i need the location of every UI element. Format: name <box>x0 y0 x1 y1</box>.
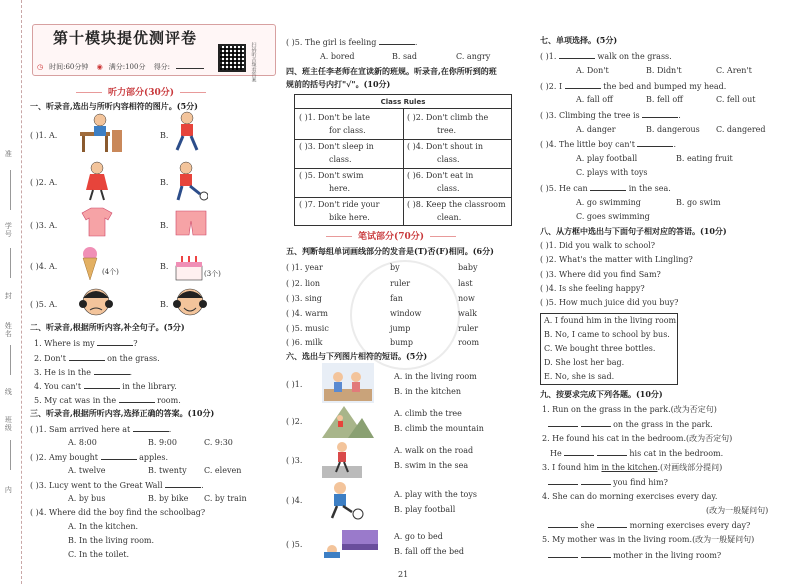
q9-answer-line[interactable]: you find him? <box>548 477 668 488</box>
q7-stem: ( )4. The little boy can't . <box>540 140 677 149</box>
q3-option: B. sad <box>392 52 417 61</box>
q1-item-label: ( )3. A. <box>30 221 58 230</box>
girl-dancing-picture <box>82 160 112 202</box>
test-meta <box>37 61 210 71</box>
q1-option-b: B. <box>160 300 169 309</box>
q8-answer: E. No, she is sad. <box>544 372 615 381</box>
page-title: 第十模块提优测评卷 <box>53 29 198 47</box>
shorts-picture <box>174 209 208 237</box>
divider <box>10 345 11 375</box>
q9-answer-line[interactable]: on the grass in the park. <box>548 419 713 430</box>
table-divider <box>403 109 404 225</box>
q8-answer: A. I found him in the living room. <box>544 316 679 325</box>
q7-stem: ( )1. walk on the grass. <box>540 52 672 61</box>
q1-option-b: B. <box>160 131 169 140</box>
binding-label: 学号 <box>4 222 13 238</box>
q7-title: 七、单项选择。(5分) <box>540 35 618 45</box>
rule-cell[interactable]: ( )2. Don't climb the tree. <box>407 113 489 135</box>
qr-note: 扫码听音频看答案 <box>250 42 257 82</box>
q3-stem: ( )2. Amy bought apples. <box>30 453 169 462</box>
q6-item-label: ( )5. <box>286 540 303 549</box>
q2-line: 4. You can't in the library. <box>34 382 177 391</box>
q3-option: C. In the toilet. <box>68 550 130 559</box>
girl-smiling-picture <box>172 286 208 318</box>
q3-option: C. eleven <box>204 466 242 475</box>
boy-fell-off-bed-picture <box>322 526 380 558</box>
q1-item-label: ( )1. A. <box>30 131 58 140</box>
q8-answer: B. No, I came to school by bus. <box>544 330 670 339</box>
q7-option: A. go swimming <box>576 198 641 207</box>
divider <box>10 170 11 210</box>
q4-title: 四、班主任李老师在宣读新的班规。听录音,在你所听到的班 <box>286 66 497 76</box>
q3-option: A. In the kitchen. <box>68 522 139 531</box>
page-number: 21 <box>398 570 409 579</box>
q1-option-b: B. <box>160 262 169 271</box>
count-label: (4个) <box>102 268 119 276</box>
q6-option: A. play with the toys <box>394 490 477 499</box>
q9-prompt: 5. My mother was in the living room.(改为一般疑问句) <box>542 535 755 544</box>
q3-option: B. 9:00 <box>148 438 177 447</box>
binding-label: 封 <box>4 292 13 300</box>
boy-at-desk-picture <box>78 112 124 154</box>
q6-option: A. climb the tree <box>394 409 462 418</box>
qr-code-icon[interactable] <box>218 44 246 72</box>
q6-item-label: ( )3. <box>286 456 303 465</box>
q3-option: A. twelve <box>68 466 106 475</box>
divider <box>10 248 11 278</box>
q8-question: ( )3. Where did you find Sam? <box>540 270 661 279</box>
rule-cell[interactable]: ( )1. Don't be late for class. <box>299 113 370 135</box>
listening-section-title: 听力部分(30分) <box>70 88 212 99</box>
q5-word: walk <box>458 309 478 318</box>
q3-option: A. bored <box>320 52 355 61</box>
q8-question: ( )2. What's the matter with Lingling? <box>540 255 693 264</box>
q5-word: room <box>458 338 480 347</box>
q7-option: A. danger <box>576 125 616 134</box>
q9-note: (改为一般疑问句) <box>706 506 769 515</box>
q9-prompt: 2. He found his cat in the bedroom.(改为否定句) <box>542 434 733 443</box>
q3-option: B. In the living room. <box>68 536 155 545</box>
binding-label: 姓名 <box>4 322 13 338</box>
binding-margin <box>0 0 22 584</box>
q7-stem: ( )2. I the bed and bumped my head. <box>540 82 727 91</box>
q5-word: baby <box>458 263 478 272</box>
q6-option: B. play football <box>394 505 456 514</box>
q8-question: ( )4. Is she feeling happy? <box>540 284 645 293</box>
full-score: 满分:100分 <box>108 63 146 71</box>
q9-answer-line[interactable]: she morning exercises every day? <box>548 520 750 531</box>
q1-item-label: ( )4. A. <box>30 262 58 271</box>
q2-line: 3. He is in the . <box>34 368 133 377</box>
q5-word: jump <box>390 324 411 333</box>
rule-cell[interactable]: ( )5. Don't swim here. <box>299 171 364 193</box>
cake-picture <box>174 254 204 282</box>
binding-label: 线 <box>4 388 13 396</box>
score-label: 得分: <box>153 63 171 71</box>
q1-option-b: B. <box>160 221 169 230</box>
q7-stem: ( )3. Climbing the tree is . <box>540 111 681 120</box>
q2-line: 1. Where is my ? <box>34 339 138 348</box>
q5-title: 五、判断每组单词画线部分的发音是(T)否(F)相同。(6分) <box>286 246 494 256</box>
q1-item-label: ( )5. A. <box>30 300 58 309</box>
writing-section-title: 笔试部分(70分) <box>320 232 462 243</box>
q3-option: B. twenty <box>148 466 187 475</box>
q7-stem: ( )5. He can in the sea. <box>540 184 671 193</box>
q7-option: B. fell off <box>646 95 683 104</box>
t-shirt-picture <box>80 207 114 237</box>
q5-word: ( )3. sing <box>286 294 322 303</box>
binding-label: 准 <box>4 150 13 158</box>
mountain-climbing-picture <box>322 402 374 438</box>
q3-option: C. 9:30 <box>204 438 233 447</box>
ice-cream-picture <box>80 246 100 282</box>
rule-cell[interactable]: ( )6. Don't eat in class. <box>407 171 474 193</box>
q7-option: C. plays with toys <box>576 168 648 177</box>
q7-option: A. play football <box>576 154 638 163</box>
q7-option: A. Don't <box>576 66 609 75</box>
binding-label: 班级 <box>4 416 13 432</box>
q5-word: ( )4. warm <box>286 309 328 318</box>
q1-item-label: ( )2. A. <box>30 178 58 187</box>
boy-kicking-ball-picture <box>172 160 208 202</box>
q7-option: A. fall off <box>576 95 613 104</box>
q3-option: B. by bike <box>148 494 189 503</box>
rule-cell[interactable]: ( )8. Keep the classroom clean. <box>407 200 506 222</box>
time-limit: 时间:60分钟 <box>49 63 89 71</box>
q7-option: C. dangered <box>716 125 766 134</box>
q7-option: B. Didn't <box>646 66 682 75</box>
q3-title: 三、听录音,根据所听内容,选择正确的答案。(10分) <box>30 408 215 418</box>
class-rules-table <box>294 94 512 226</box>
walking-road-picture <box>322 440 362 478</box>
q3-option: C. by train <box>204 494 247 503</box>
q7-option: C. fell out <box>716 95 756 104</box>
q6-title: 六、选出与下列图片相符的短语。(5分) <box>286 351 428 361</box>
q7-option: B. go swim <box>676 198 721 207</box>
binding-label: 内 <box>4 486 13 494</box>
q5-word: by <box>390 263 400 272</box>
rule-cell[interactable]: ( )3. Don't sleep in class. <box>299 142 374 164</box>
q7-option: C. goes swimming <box>576 212 650 221</box>
q9-prompt: 3. I found him in the kitchen.(对画线部分提问) <box>542 463 723 472</box>
q3-option: A. 8:00 <box>68 438 97 447</box>
q5-word: ( )2. lion <box>286 279 321 288</box>
q3-stem: ( )1. Sam arrived here at . <box>30 425 172 434</box>
rule-cell[interactable]: ( )7. Don't ride your bike here. <box>299 200 380 222</box>
q2-line: 5. My cat was in the room. <box>34 396 181 405</box>
clock-icon: ◷ <box>37 63 44 71</box>
q8-question: ( )1. Did you walk to school? <box>540 241 655 250</box>
q5-word: ( )6. milk <box>286 338 323 347</box>
q6-item-label: ( )2. <box>286 417 303 426</box>
q9-prompt: 1. Run on the grass in the park.(改为否定句) <box>542 405 717 414</box>
q5-word: fan <box>390 294 403 303</box>
q6-option: A. in the living room <box>394 372 477 381</box>
table-title: Class Rules <box>295 95 511 109</box>
q3-option: A. by bus <box>68 494 106 503</box>
q4-title-cont: 规前的括号内打"√"。(10分) <box>286 79 391 89</box>
q7-option: C. Aren't <box>716 66 752 75</box>
q7-option: B. dangerous <box>646 125 700 134</box>
q6-option: A. walk on the road <box>394 446 474 455</box>
q8-answer: C. We bought three bottles. <box>544 344 656 353</box>
q6-option: A. go to bed <box>394 532 443 541</box>
q1-option-b: B. <box>160 178 169 187</box>
q6-option: B. swim in the sea <box>394 461 469 470</box>
q9-answer-line[interactable]: He his cat in the bedroom. <box>550 449 724 458</box>
divider <box>10 440 11 470</box>
q2-title: 二、听录音,根据所听内容,补全句子。(5分) <box>30 322 185 332</box>
q6-item-label: ( )4. <box>286 496 303 505</box>
q1-title: 一、听录音,选出与所听内容相符的图片。(5分) <box>30 101 198 111</box>
q8-title: 八、从方框中选出与下面句子相对应的答语。(10分) <box>540 226 727 236</box>
q7-option: B. eating fruit <box>676 154 733 163</box>
girl-crying-picture <box>78 286 114 318</box>
q5-word: window <box>390 309 422 318</box>
q3-stem: ( )5. The girl is feeling . <box>286 38 418 47</box>
count-label: (3个) <box>204 270 221 278</box>
q2-line: 2. Don't on the grass. <box>34 354 160 363</box>
q9-title: 九、按要求完成下列各题。(10分) <box>540 389 663 399</box>
q6-item-label: ( )1. <box>286 380 303 389</box>
rule-cell[interactable]: ( )4. Don't shout in class. <box>407 142 483 164</box>
score-blank <box>176 61 204 69</box>
q6-option: B. fall off the bed <box>394 547 465 556</box>
q3-stem: ( )3. Lucy went to the Great Wall . <box>30 481 204 490</box>
q3-option: C. angry <box>456 52 491 61</box>
q3-stem: ( )4. Where did the boy find the schoolbag? <box>30 508 206 517</box>
q9-answer-line[interactable]: mother in the living room? <box>548 550 721 561</box>
family-in-room-picture <box>322 363 374 403</box>
q5-word: now <box>458 294 475 303</box>
q8-answer: D. She lost her bag. <box>544 358 625 367</box>
q5-word: ( )5. music <box>286 324 329 333</box>
q5-word: ruler <box>458 324 479 333</box>
q8-question: ( )5. How much juice did you buy? <box>540 298 679 307</box>
q6-option: B. in the kitchen <box>394 387 462 396</box>
q9-prompt: 4. She can do morning exercises every day. <box>542 492 718 501</box>
boy-playing-football-picture <box>322 480 366 520</box>
q5-word: bump <box>390 338 413 347</box>
score-icon: ◉ <box>96 63 103 71</box>
q5-word: last <box>458 279 473 288</box>
q5-word: ( )1. year <box>286 263 323 272</box>
q5-word: ruler <box>390 279 411 288</box>
boy-running-picture <box>172 110 202 154</box>
q6-option: B. climb the mountain <box>394 424 484 433</box>
